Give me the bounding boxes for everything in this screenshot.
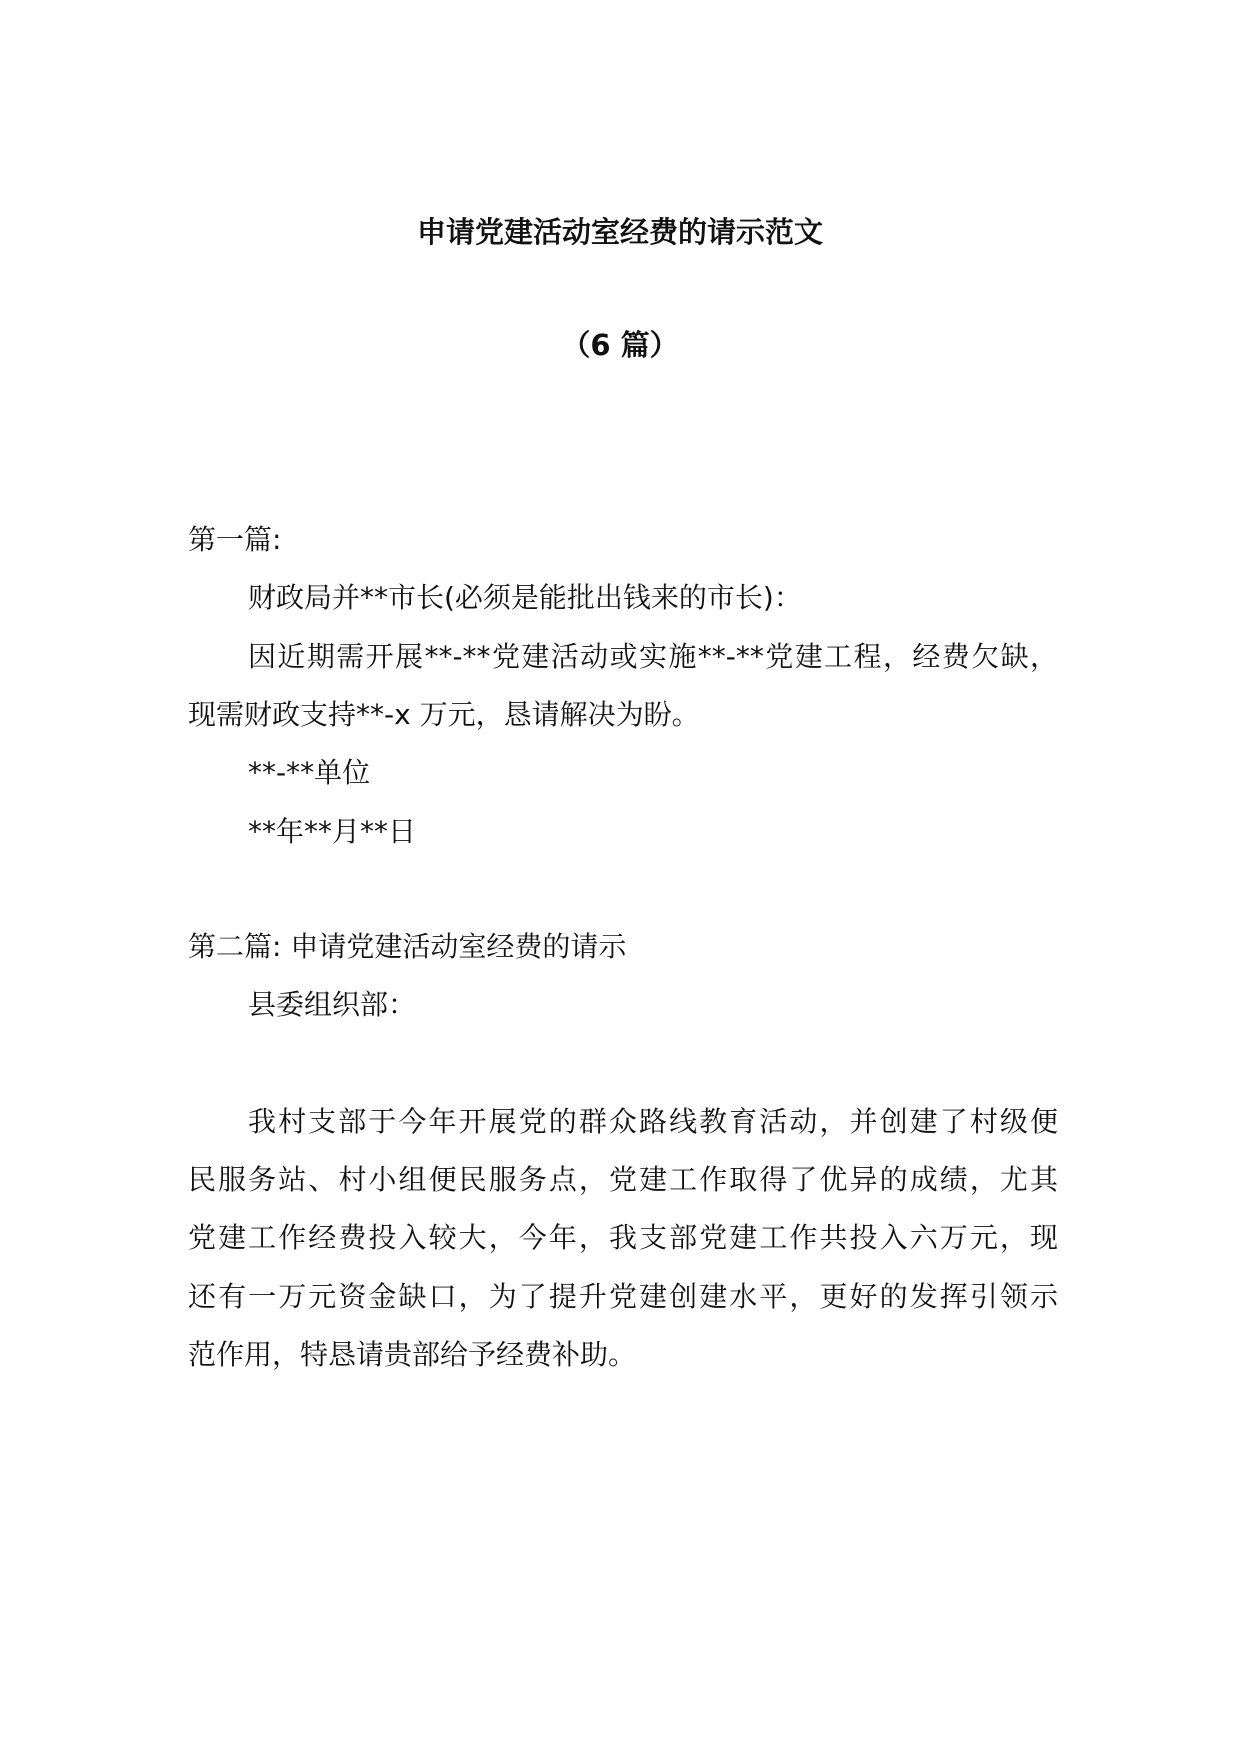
document-title: 申请党建活动室经费的请示范文 bbox=[416, 215, 823, 249]
article-1-body-line: 因近期需开展**-**党建活动或实施**-**党建工程，经费欠缺， bbox=[248, 640, 1058, 673]
article-2-salutation: 县委组织部： bbox=[248, 988, 417, 1021]
article-2-body-line: 我村支部于今年开展党的群众路线教育活动，并创建了村级便 bbox=[248, 1105, 1058, 1138]
article-1-salutation: 财政局并**市长(必须是能批出钱来的市长)： bbox=[248, 581, 802, 614]
article-1-heading: 第一篇: bbox=[188, 523, 282, 556]
article-2-body-line: 还有一万元资金缺口，为了提升党建创建水平，更好的发挥引领示 bbox=[188, 1280, 1058, 1313]
article-2-body-line: 民服务站、村小组便民服务点，党建工作取得了优异的成绩，尤其 bbox=[188, 1163, 1058, 1196]
article-1-signature-unit: **-**单位 bbox=[248, 756, 371, 789]
article-1-body-line: 现需财政支持**-x 万元，恳请解决为盼。 bbox=[188, 698, 700, 731]
article-2-body-line: 范作用，特恳请贵部给予经费补助。 bbox=[188, 1338, 637, 1371]
article-2-body-line: 党建工作经费投入较大，今年，我支部党建工作共投入六万元，现 bbox=[188, 1221, 1058, 1254]
article-2-heading: 第二篇: 申请党建活动室经费的请示 bbox=[188, 930, 627, 963]
document-subtitle: （6 篇） bbox=[561, 328, 679, 362]
article-1-signature-date: **年**月**日 bbox=[248, 815, 417, 848]
